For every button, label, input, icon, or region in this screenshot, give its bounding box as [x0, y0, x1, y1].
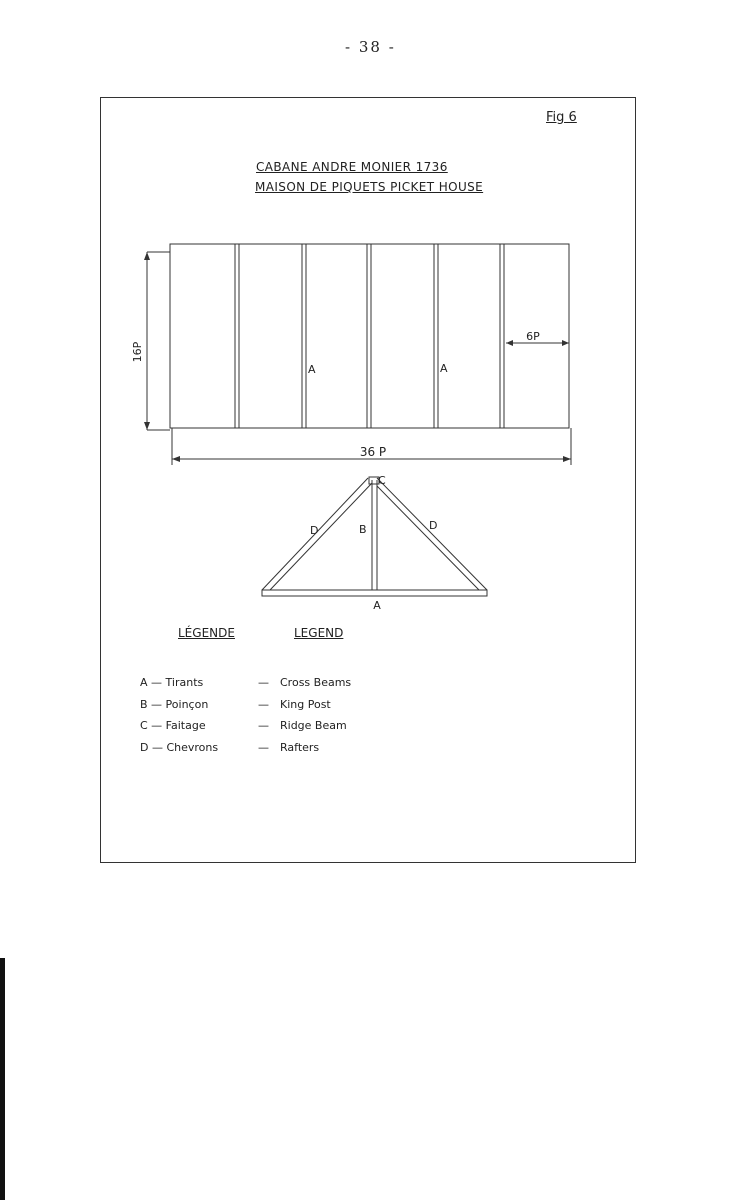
legend-english-term: Rafters [280, 741, 320, 754]
plan-outline [170, 244, 569, 428]
cross-beam-marker-2: A [440, 362, 448, 375]
truss-label-b: B [359, 523, 367, 536]
scan-edge-bar [0, 958, 5, 1200]
legend-heading-english: LEGEND [294, 626, 344, 640]
truss-drawing [262, 477, 487, 596]
bay-dimension-label: 6P [526, 330, 540, 343]
legend-french-term: D — Chevrons [140, 741, 219, 754]
truss-label-d-right: D [429, 519, 438, 532]
height-dimension-label: 16P [131, 341, 144, 363]
height-dimension-line [147, 252, 170, 430]
right-rafter [377, 478, 487, 590]
title-line-2: MAISON DE PIQUETS PICKET HOUSE [255, 180, 484, 194]
legend-french-term: A — Tirants [140, 676, 204, 689]
legend-french-term: C — Faitage [140, 719, 206, 732]
tie-beam [262, 590, 487, 596]
legend-english-term: King Post [280, 698, 331, 711]
figure-label: Fig 6 [546, 110, 577, 125]
legend-english-term: Cross Beams [280, 676, 352, 689]
legend-dash: — [258, 676, 269, 689]
legend-dash: — [258, 719, 269, 732]
cross-beam-marker-1: A [308, 363, 316, 376]
legend-dash: — [258, 698, 269, 711]
width-dimension-label: 36 P [359, 445, 387, 459]
legend-english-term: Ridge Beam [280, 719, 347, 732]
legend-dash: — [258, 741, 269, 754]
title-line-1: CABANE ANDRE MONIER 1736 [256, 160, 448, 174]
truss-label-c: C [378, 474, 386, 487]
truss-label-a: A [373, 599, 381, 612]
legend-french-term: B — Poinçon [140, 698, 209, 711]
legend-heading-french: LÉGENDE [178, 626, 235, 640]
bay-dividers [235, 244, 504, 428]
truss-label-d-left: D [310, 524, 319, 537]
page-number: - 38 - [345, 38, 396, 56]
dimension-arrowheads [144, 252, 571, 462]
